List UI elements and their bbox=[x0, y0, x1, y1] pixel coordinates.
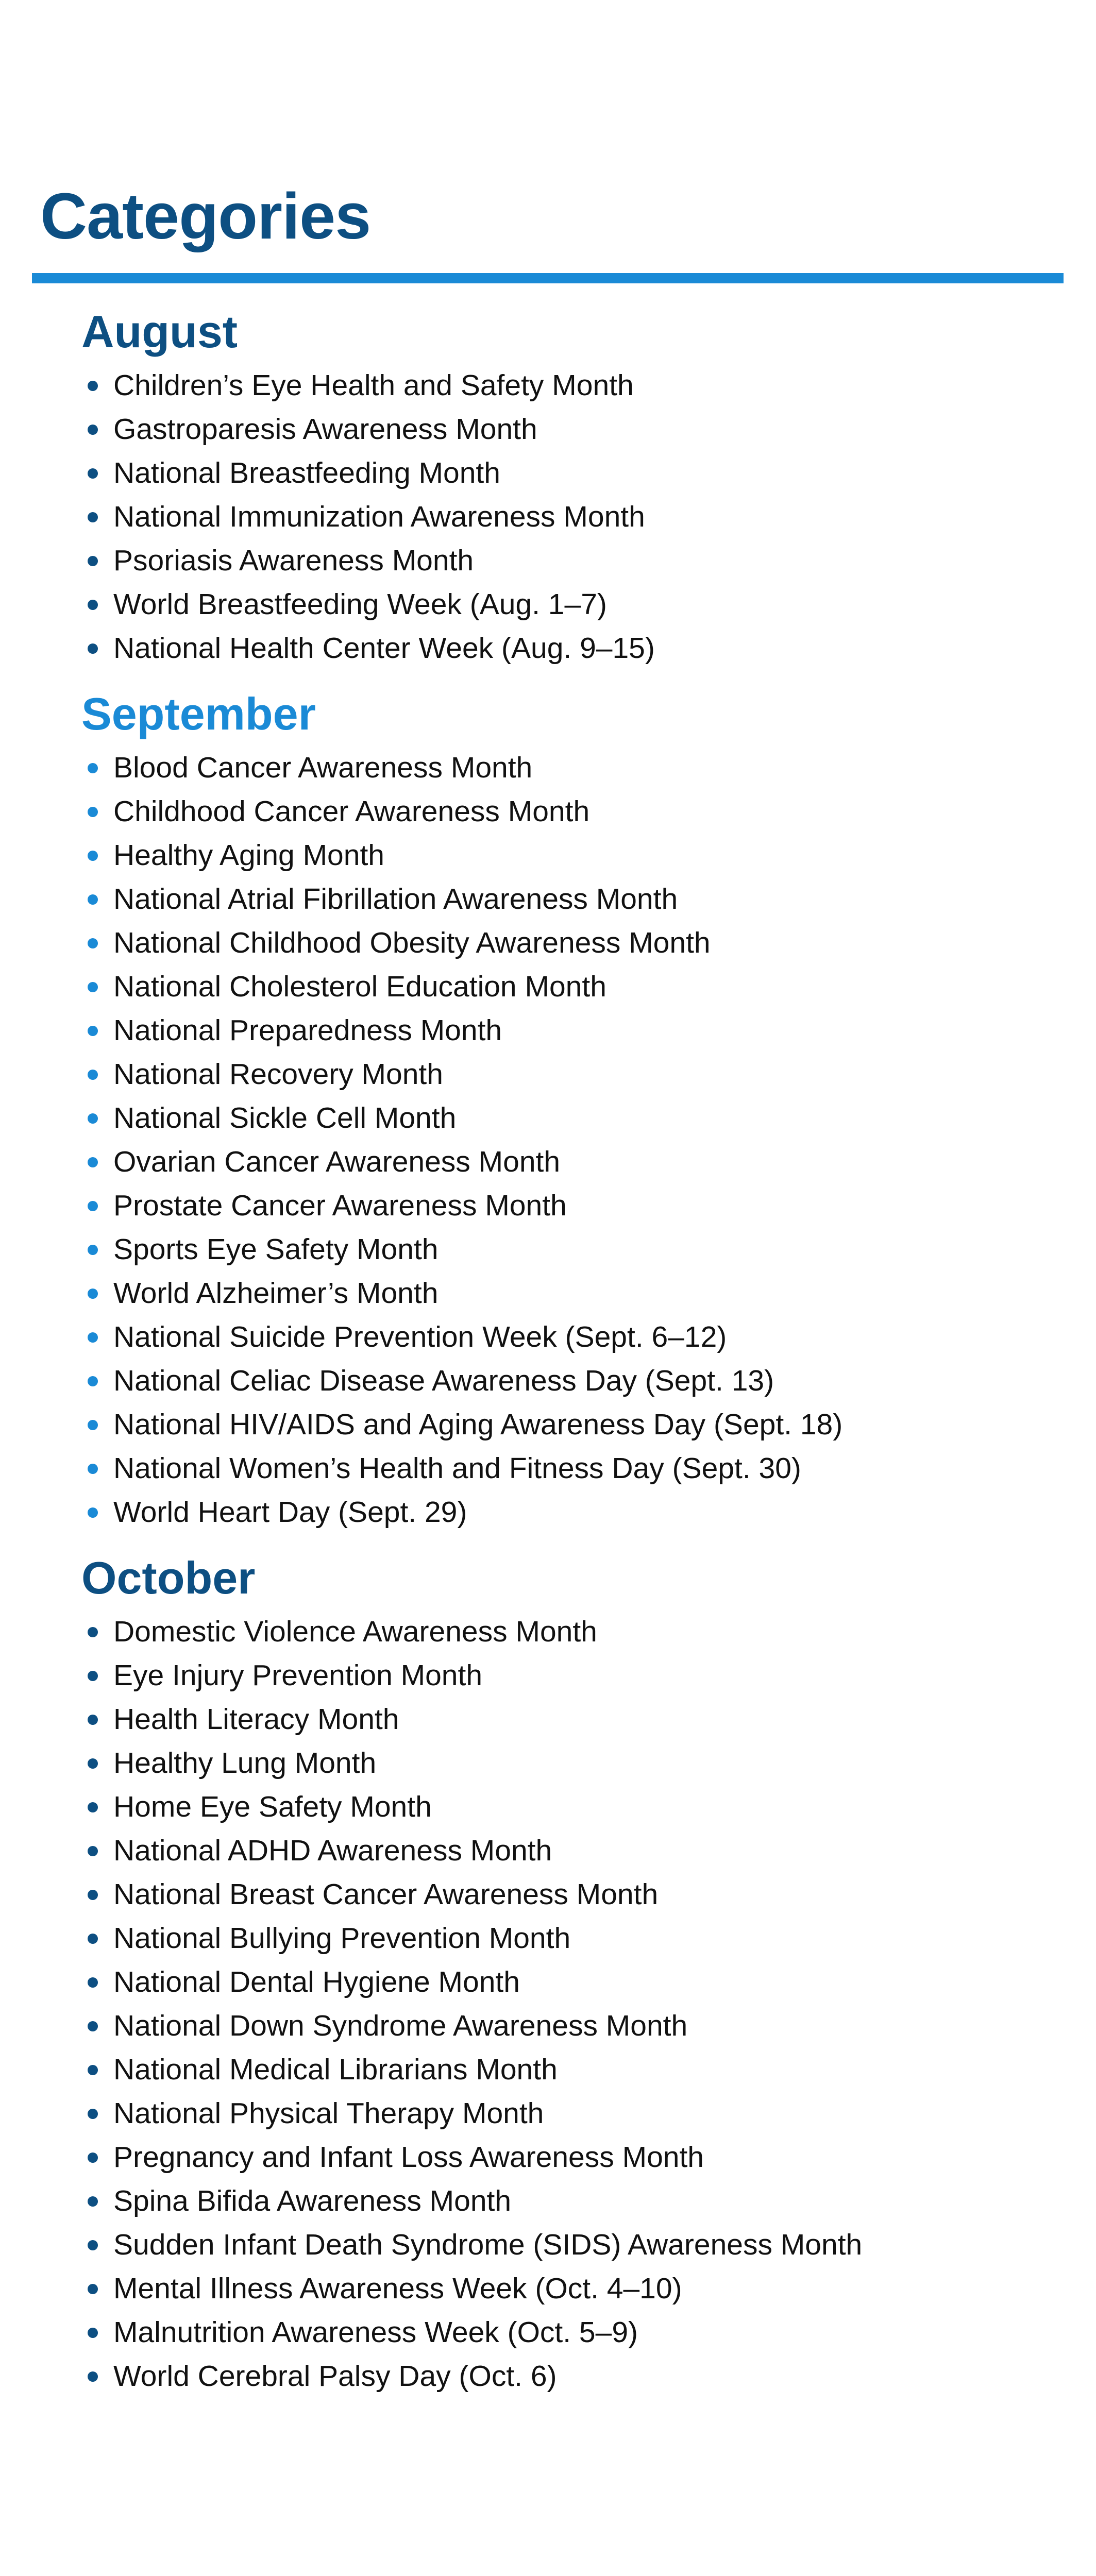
list-item-label: Sports Eye Safety Month bbox=[113, 1233, 439, 1266]
bullet-icon bbox=[88, 512, 98, 522]
list-item bbox=[81, 1610, 1060, 1654]
list-item bbox=[81, 921, 1060, 965]
list-item-label: National Atrial Fibrillation Awareness Month bbox=[113, 883, 678, 916]
list-item bbox=[81, 1785, 1060, 1829]
bullet-icon bbox=[88, 894, 98, 905]
bullet-icon bbox=[88, 1420, 98, 1430]
list-item-label: National Physical Therapy Month bbox=[113, 2097, 544, 2130]
bullet-icon bbox=[88, 1507, 98, 1518]
list-item bbox=[81, 2223, 1060, 2267]
list-item-label: World Heart Day (Sept. 29) bbox=[113, 1496, 467, 1529]
list-item-label: National Celiac Disease Awareness Day (Sept. 13) bbox=[113, 1364, 774, 1397]
list-item-label: Health Literacy Month bbox=[113, 1703, 399, 1736]
list-item bbox=[81, 451, 1060, 495]
list-item bbox=[81, 1140, 1060, 1184]
list-item bbox=[81, 1960, 1060, 2004]
bullet-icon bbox=[88, 938, 98, 948]
list-item bbox=[81, 2354, 1060, 2398]
list-item bbox=[81, 1228, 1060, 1272]
list-item bbox=[81, 1829, 1060, 1873]
bullet-icon bbox=[88, 2240, 98, 2250]
bullet-icon bbox=[88, 1977, 98, 1988]
list-item bbox=[81, 1272, 1060, 1315]
bullet-icon bbox=[88, 2328, 98, 2338]
bullet-icon bbox=[88, 1113, 98, 1124]
list-item bbox=[81, 1917, 1060, 1960]
bullet-icon bbox=[88, 1671, 98, 1681]
bullet-icon bbox=[88, 1758, 98, 1769]
list-item bbox=[81, 626, 1060, 670]
list-item-label: National Breastfeeding Month bbox=[113, 456, 500, 489]
list-item-label: Healthy Aging Month bbox=[113, 839, 384, 872]
bullet-icon bbox=[88, 1934, 98, 1944]
list-item bbox=[81, 583, 1060, 626]
list-item bbox=[81, 2048, 1060, 2092]
bullet-icon bbox=[88, 1376, 98, 1386]
list-item bbox=[81, 2004, 1060, 2048]
list-item-label: National Medical Librarians Month bbox=[113, 2053, 558, 2086]
bullet-icon bbox=[88, 1289, 98, 1299]
list-item-label: National Preparedness Month bbox=[113, 1014, 502, 1047]
bullet-icon bbox=[88, 807, 98, 817]
bullet-icon bbox=[88, 1245, 98, 1255]
list-item-label: Healthy Lung Month bbox=[113, 1747, 377, 1780]
bullet-icon bbox=[88, 2284, 98, 2294]
bullet-icon bbox=[88, 1201, 98, 1211]
list-item-label: National Sickle Cell Month bbox=[113, 1101, 457, 1134]
list-item bbox=[81, 1741, 1060, 1785]
list-item-label: National Childhood Obesity Awareness Month bbox=[113, 926, 711, 959]
list-item-label: Ovarian Cancer Awareness Month bbox=[113, 1145, 561, 1178]
bullet-icon bbox=[88, 2196, 98, 2207]
list-item-label: National Immunization Awareness Month bbox=[113, 500, 645, 533]
bullet-icon bbox=[88, 425, 98, 435]
list-item bbox=[81, 2267, 1060, 2311]
list-item bbox=[81, 1359, 1060, 1403]
list-item-label: Childhood Cancer Awareness Month bbox=[113, 795, 590, 828]
bullet-icon bbox=[88, 2021, 98, 2031]
bullet-icon bbox=[88, 982, 98, 992]
bullet-icon bbox=[88, 1026, 98, 1036]
list-item-label: National Cholesterol Education Month bbox=[113, 970, 606, 1003]
list-item bbox=[81, 1009, 1060, 1053]
bullet-icon bbox=[88, 763, 98, 773]
section-october bbox=[81, 1551, 1060, 2398]
list-item bbox=[81, 1096, 1060, 1140]
bullet-icon bbox=[88, 1802, 98, 1812]
list-item-label: World Alzheimer’s Month bbox=[113, 1277, 439, 1310]
list-item-label: Eye Injury Prevention Month bbox=[113, 1659, 483, 1692]
list-item-label: Home Eye Safety Month bbox=[113, 1790, 432, 1823]
list-item bbox=[81, 1053, 1060, 1096]
bullet-icon bbox=[88, 1890, 98, 1900]
bullet-icon bbox=[88, 2153, 98, 2163]
list-item bbox=[81, 1698, 1060, 1741]
bullet-icon bbox=[88, 643, 98, 654]
list-item bbox=[81, 1490, 1060, 1534]
bullet-icon bbox=[88, 1846, 98, 1856]
list-item-label: National Suicide Prevention Week (Sept. 6–12) bbox=[113, 1320, 727, 1353]
list-item bbox=[81, 539, 1060, 583]
list-item-label: National Breast Cancer Awareness Month bbox=[113, 1878, 659, 1911]
list-item bbox=[81, 364, 1060, 408]
list-item bbox=[81, 1184, 1060, 1228]
list-item bbox=[81, 1654, 1060, 1698]
list-item bbox=[81, 2092, 1060, 2136]
list-item-label: Blood Cancer Awareness Month bbox=[113, 751, 533, 784]
bullet-icon bbox=[88, 556, 98, 566]
bullet-icon bbox=[88, 1464, 98, 1474]
bullet-icon bbox=[88, 1332, 98, 1343]
list-item bbox=[81, 2179, 1060, 2223]
list-item-label: Pregnancy and Infant Loss Awareness Month bbox=[113, 2141, 704, 2174]
list-item-label: Mental Illness Awareness Week (Oct. 4–10) bbox=[113, 2272, 682, 2305]
list-item bbox=[81, 2311, 1060, 2354]
bullet-icon bbox=[88, 1070, 98, 1080]
list-item bbox=[81, 746, 1060, 790]
list-item-label: National Health Center Week (Aug. 9–15) bbox=[113, 632, 655, 665]
list-item bbox=[81, 2136, 1060, 2179]
list-item bbox=[81, 1403, 1060, 1447]
list-item-label: National Women’s Health and Fitness Day (Sept. 30) bbox=[113, 1452, 801, 1485]
list-item bbox=[81, 877, 1060, 921]
list-item-label: Sudden Infant Death Syndrome (SIDS) Awareness Month bbox=[113, 2228, 863, 2261]
bullet-icon bbox=[88, 600, 98, 610]
list-item bbox=[81, 834, 1060, 877]
list-item bbox=[81, 1873, 1060, 1917]
list-item-label: Domestic Violence Awareness Month bbox=[113, 1615, 597, 1648]
list-item-label: World Cerebral Palsy Day (Oct. 6) bbox=[113, 2360, 557, 2393]
section-august bbox=[81, 305, 1060, 670]
list-item-label: National HIV/AIDS and Aging Awareness Day (Sept. 18) bbox=[113, 1408, 843, 1441]
list-item bbox=[81, 965, 1060, 1009]
title-divider bbox=[32, 273, 1064, 283]
list-item-label: National Dental Hygiene Month bbox=[113, 1965, 520, 1998]
bullet-icon bbox=[88, 2109, 98, 2119]
list-item-label: National Down Syndrome Awareness Month bbox=[113, 2009, 688, 2042]
bullet-icon bbox=[88, 1627, 98, 1637]
month-heading: August bbox=[81, 306, 238, 357]
list-item bbox=[81, 408, 1060, 451]
list-item-label: National Bullying Prevention Month bbox=[113, 1922, 571, 1955]
list-item bbox=[81, 495, 1060, 539]
list-item bbox=[81, 1315, 1060, 1359]
list-item-label: Spina Bifida Awareness Month bbox=[113, 2184, 512, 2217]
bullet-icon bbox=[88, 1157, 98, 1167]
list-item-label: Children’s Eye Health and Safety Month bbox=[113, 369, 634, 402]
list-item-label: Prostate Cancer Awareness Month bbox=[113, 1189, 567, 1222]
bullet-icon bbox=[88, 381, 98, 391]
section-september bbox=[81, 687, 1060, 1534]
month-heading: October bbox=[81, 1552, 256, 1603]
list-item-label: National ADHD Awareness Month bbox=[113, 1834, 552, 1867]
month-heading: September bbox=[81, 688, 316, 739]
bullet-icon bbox=[88, 468, 98, 479]
list-item-label: Gastroparesis Awareness Month bbox=[113, 413, 537, 446]
event-list bbox=[81, 364, 1060, 670]
bullet-icon bbox=[88, 2065, 98, 2075]
event-list bbox=[81, 746, 1060, 1534]
list-item-label: Malnutrition Awareness Week (Oct. 5–9) bbox=[113, 2316, 638, 2349]
bullet-icon bbox=[88, 2371, 98, 2382]
list-item-label: World Breastfeeding Week (Aug. 1–7) bbox=[113, 588, 607, 621]
bullet-icon bbox=[88, 1715, 98, 1725]
event-list bbox=[81, 1610, 1060, 2398]
page-title: Categories bbox=[40, 180, 371, 252]
list-item bbox=[81, 1447, 1060, 1490]
list-item bbox=[81, 790, 1060, 834]
list-item-label: Psoriasis Awareness Month bbox=[113, 544, 474, 577]
bullet-icon bbox=[88, 851, 98, 861]
list-item-label: National Recovery Month bbox=[113, 1058, 443, 1091]
